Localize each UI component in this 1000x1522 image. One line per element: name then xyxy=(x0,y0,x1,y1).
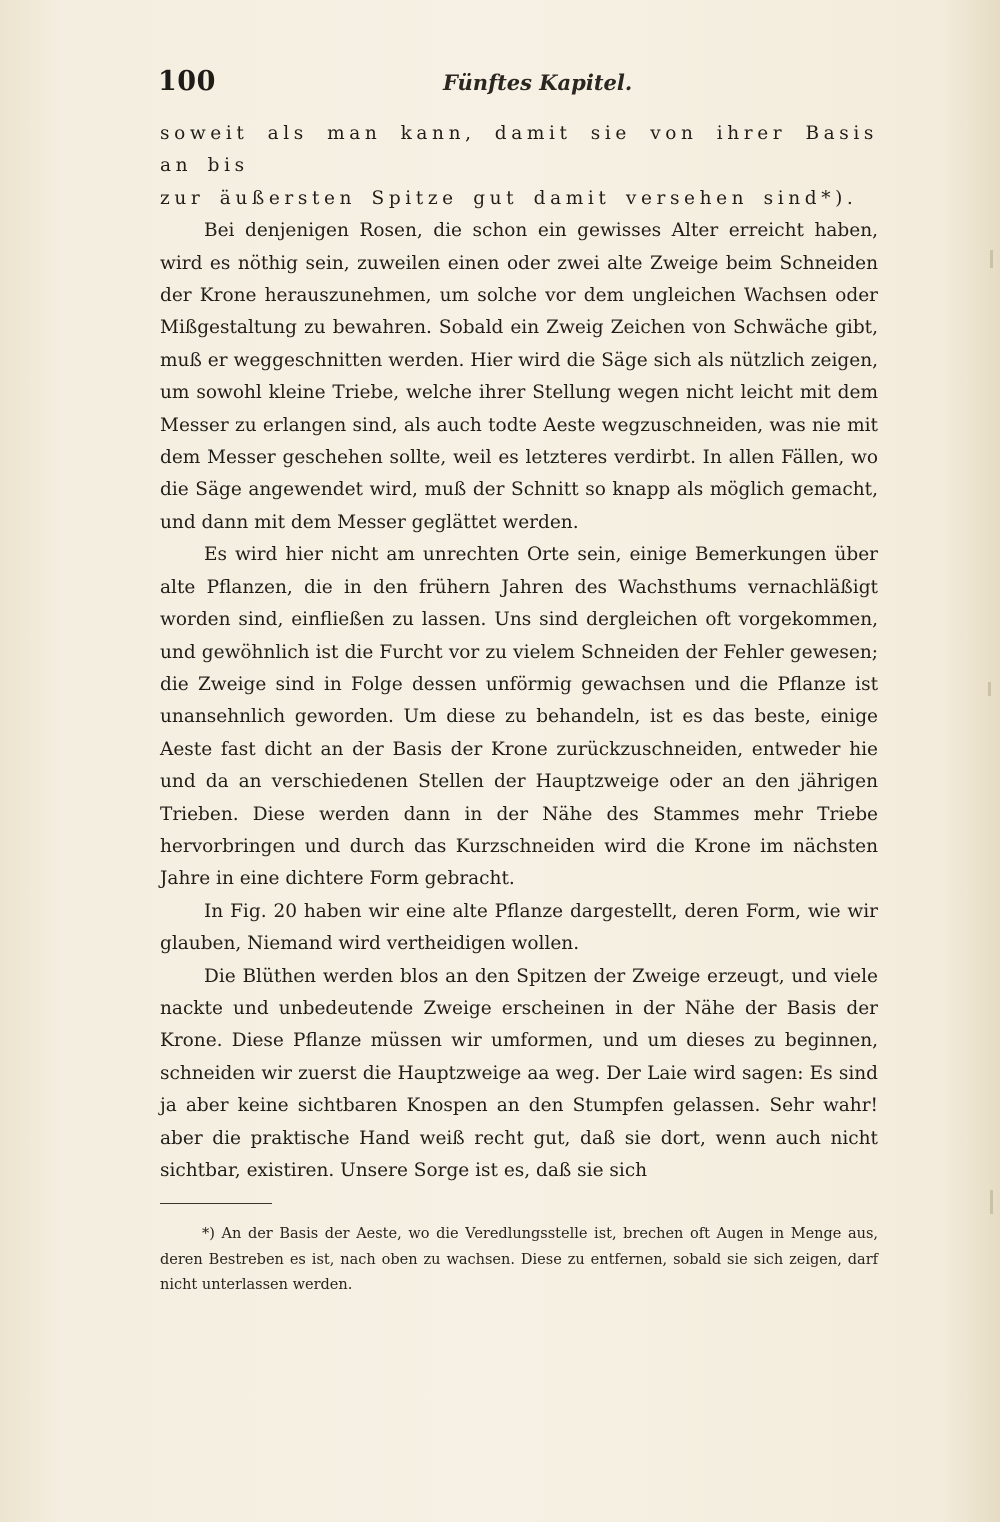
page-header xyxy=(158,66,878,106)
paragraph-line: soweit als man kann, damit sie von ihrer Basis an bis xyxy=(160,123,878,177)
footnote-text: *) An der Basis der Aeste, wo die Veredlungsstelle ist, brechen oft Augen in Menge aus, deren Bestreben es ist, nach oben zu wachsen. Diese zu entfernen, sobald sie sich zeigen, darf nicht unterlassen werden. xyxy=(160,1226,878,1293)
paragraph-neglected-plants: Es wird hier nicht am unrechten Orte sein, einige Bemerkungen über alte Pflanzen, die in den frühern Jahren des Wachsthums vernachläßigt worden sind, einfließen zu lassen. Uns sind dergleichen oft vorgekommen, und gewöhnlich ist die Furcht vor zu vielem Schneiden der Fehler gewesen; die Zweige sind in Folge dessen unförmig gewachsen und die Pflanze ist unansehnlich geworden. Um diese zu behandeln, ist es das beste, einige Aeste fast dicht an der Basis der Krone zurückzuschneiden, entweder hie und da an verschiedenen Stellen der Hauptzweige oder an den jährigen Trieben. Diese werden dann in der Nähe des Stammes mehr Triebe hervorbringen und durch das Kurzschneiden wird die Krone im nächsten Jahre in eine dichtere Form gebracht. xyxy=(160,544,878,890)
paragraph-fig-20: In Fig. 20 haben wir eine alte Pflanze dargestellt, deren Form, wie wir glauben, Niemand wird vertheidigen wollen. xyxy=(160,900,878,955)
running-head: Fünftes Kapitel. xyxy=(443,70,633,95)
footnotes xyxy=(160,1222,878,1299)
page-edge-mark xyxy=(990,250,993,268)
footnote-rule xyxy=(160,1203,272,1204)
paragraph-old-roses: Bei denjenigen Rosen, die schon ein gewisses Alter erreicht haben, wird es nöthig sein, zuweilen einen oder zwei alte Zweige beim Schneiden der Krone herauszunehmen, um solche vor dem ungleichen Wachsen oder Mißgestaltung zu bewahren. Sobald ein Zweig Zeichen von Schwäche gibt, muß er weggeschnitten werden. Hier wird die Säge sich als nützlich zeigen, um sowohl kleine Triebe, welche ihrer Stellung wegen nicht leicht mit dem Messer zu erlangen sind, als auch todte Aeste wegzuschneiden, was nie mit dem Messer geschehen sollte, weil es letzteres verdirbt. In allen Fällen, wo die Säge angewendet wird, muß der Schnitt so knapp als möglich gemacht, und dann mit dem Messer geglättet werden. xyxy=(160,220,878,533)
paragraph-line: zur äußersten Spitze gut damit versehen sind*). xyxy=(160,187,858,209)
page-number: 100 xyxy=(158,66,216,97)
page-edge-mark xyxy=(990,1190,993,1214)
paragraph-continuation xyxy=(160,118,878,215)
paragraph-blossoms: Die Blüthen werden blos an den Spitzen der Zweige erzeugt, und viele nackte und unbedeutende Zweige erscheinen in der Nähe der Basis der Krone. Diese Pflanze müssen wir umformen, und um dieses zu beginnen, schneiden wir zuerst die Hauptzweige aa weg. Der Laie wird sagen: Es sind ja aber keine sichtbaren Knospen an den Stumpfen gelassen. Sehr wahr! aber die praktische Hand weiß recht gut, daß sie dort, wenn auch nicht sichtbar, existiren. Unsere Sorge ist es, daß sie sich xyxy=(160,965,878,1181)
page-edge-mark xyxy=(988,682,991,696)
main-text xyxy=(160,118,878,1187)
